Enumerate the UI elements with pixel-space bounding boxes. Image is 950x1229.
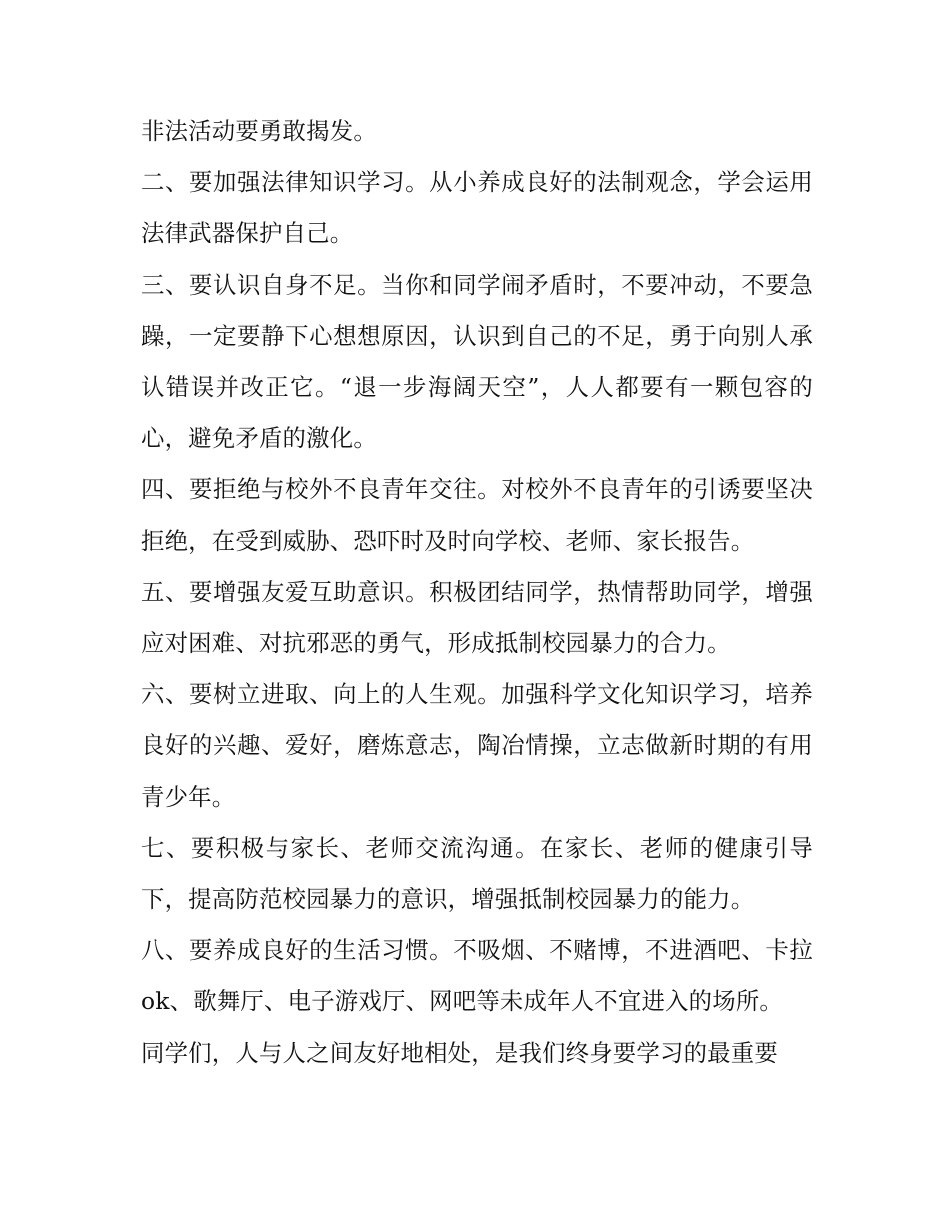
paragraph-9: 同学们，人与人之间友好地相处，是我们终身要学习的最重要 [141,1038,778,1067]
paragraph-2: 二、要加强法律知识学习。从小养成良好的法制观念，学会运用法律武器保护自己。 [141,168,813,248]
paragraph-7: 七、要积极与家长、老师交流沟通。在家长、老师的健康引导下，提高防范校园暴力的意识，增强抵制校园暴力的能力。 [141,833,813,914]
paragraph-4: 四、要拒绝与校外不良青年交往。对校外不良青年的引诱要坚决拒绝，在受到威胁、恐吓时及时向学校、老师、家长报告。 [141,475,813,555]
paragraph-3: 三、要认识自身不足。当你和同学闹矛盾时，不要冲动，不要急躁，一定要静下心想想原因，认识到自己的不足，勇于向别人承认错误并改正它。“退一步海阔天空”，人人都要有一颗包容的心，避免矛盾的激化。 [141,270,813,453]
paragraph-1: 非法活动要勇敢揭发。 [141,117,377,145]
paragraph-5: 五、要增强友爱互助意识。积极团结同学，热情帮助同学，增强应对困难、对抗邪恶的勇气，形成抵制校园暴力的合力。 [141,577,813,658]
document-body [141,106,813,1079]
paragraph-8: 八、要养成良好的生活习惯。不吸烟、不赌博，不进酒吧、卡拉 ok、歌舞厅、电子游戏厅、网吧等未成年人不宜进入的场所。 [141,936,813,1016]
paragraph-6: 六、要树立进取、向上的人生观。加强科学文化知识学习，培养良好的兴趣、爱好，磨炼意志，陶冶情操，立志做新时期的有用青少年。 [141,680,813,811]
